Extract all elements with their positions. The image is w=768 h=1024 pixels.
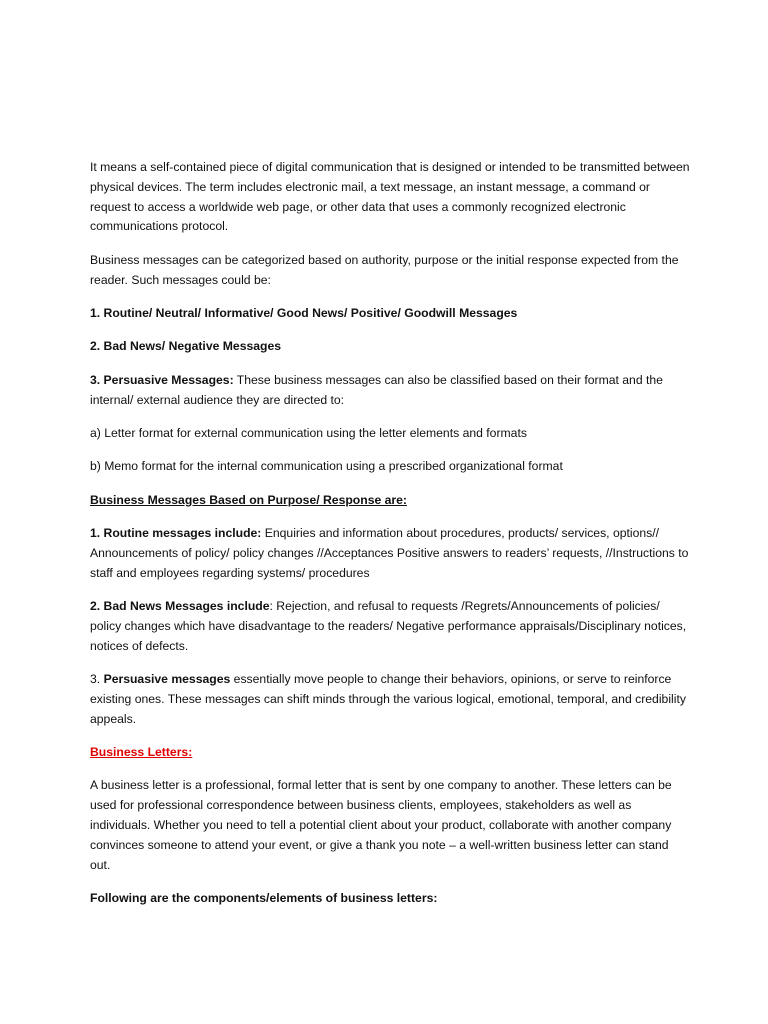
message-type-1-label: 1. Routine/ Neutral/ Informative/ Good News/ Positive/ Goodwill Messages: [90, 305, 518, 320]
persuasive-messages-text: essentially move people to change their behaviors, opinions, or serve to reinforce existing ones. These messages can shift minds through the various logical, emotional, temporal, and credibility appeals.: [90, 672, 686, 726]
format-b: b) Memo format for the internal communication using a prescribed organizational format: [90, 459, 563, 474]
routine-messages-text: Enquiries and information about procedures, products/ services, options// Announcements of policy/ policy changes //Acceptances Positive answers to readers’ requests, //Instructions to staff and employees regarding systems/ procedures: [90, 526, 689, 580]
message-type-3: [90, 371, 690, 411]
routine-messages-label: 1. Routine messages include:: [90, 526, 262, 541]
message-type-2-label: 2. Bad News/ Negative Messages: [90, 339, 282, 354]
persuasive-messages: [90, 670, 690, 729]
message-type-3-text: These business messages can also be classified based on their format and the internal/ external audience they are directed to:: [90, 372, 663, 407]
format-a: a) Letter format for external communication using the letter elements and formats: [90, 425, 527, 440]
message-type-3-label: 3. Persuasive Messages:: [90, 372, 234, 387]
persuasive-messages-prefix: 3.: [90, 672, 104, 687]
persuasive-messages-label: Persuasive messages: [103, 672, 231, 687]
bad-news-messages-label: 2. Bad News Messages include: [90, 599, 270, 614]
components-heading: [90, 889, 690, 909]
components-heading-label: Following are the components/elements of business letters:: [90, 891, 438, 906]
bad-news-messages-text: : Rejection, and refusal to requests /Regrets/Announcements of policies/ policy changes which have disadvantage to the readers/ Negative performance appraisals/Disciplinary notices, notices of defects.: [90, 599, 687, 653]
message-type-1: [90, 304, 690, 324]
business-letters-heading: Business Letters:: [90, 745, 193, 760]
bad-news-messages: [90, 597, 690, 656]
document-body: [90, 158, 690, 922]
message-type-2: [90, 337, 690, 357]
routine-messages: [90, 524, 690, 583]
business-letters-paragraph: A business letter is a professional, formal letter that is sent by one company to another. These letters can be used for professional correspondence between business clients, employees, stakeholders as well as individuals. Whether you need to tell a potential client about your product, collaborate with another company convinces someone to attend your event, or give a thank you note – a well-written business letter can stand out.: [90, 778, 672, 872]
categorization-paragraph: Business messages can be categorized based on authority, purpose or the initial response expected from the reader. Such messages could be:: [90, 252, 679, 287]
intro-paragraph: It means a self-contained piece of digital communication that is designed or intended to be transmitted between physical devices. The term includes electronic mail, a text message, an instant message, a command or request to access a worldwide web page, or other data that uses a commonly recognized electronic communications protocol.: [90, 160, 690, 234]
purpose-heading: Business Messages Based on Purpose/ Response are:: [90, 492, 407, 507]
